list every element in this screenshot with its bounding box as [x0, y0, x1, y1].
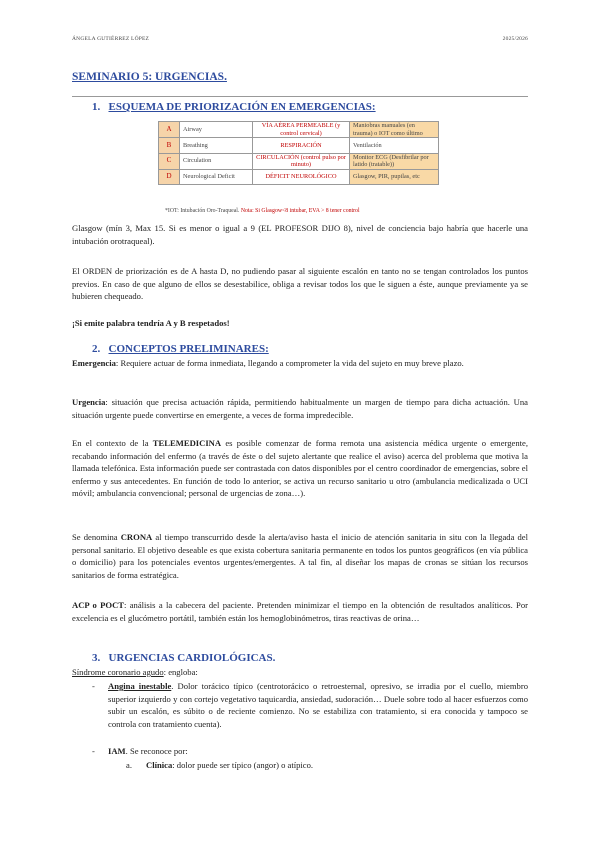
section-3-heading — [92, 652, 275, 664]
emergencia-paragraph — [72, 357, 528, 370]
crona-paragraph — [72, 531, 528, 581]
acp-term: ACP o POCT — [72, 600, 125, 610]
section-1-number: 1. — [92, 101, 101, 113]
row-letter: C — [159, 153, 180, 169]
row-right: Maniobras manuales (en trauma) o IOT como último — [350, 122, 439, 138]
section-2-number: 2. — [92, 343, 101, 355]
urgencia-term: Urgencia — [72, 397, 106, 407]
table-row — [159, 153, 439, 169]
telemedicina-prefix: En el contexto de la — [72, 438, 153, 448]
header-year: 2025/2026 — [502, 36, 528, 42]
bullet-dash: - — [92, 681, 95, 691]
emergencia-term: Emergencia — [72, 358, 116, 368]
bullet-dash: - — [92, 746, 95, 756]
table-row — [159, 122, 439, 138]
telemedicina-text: es posible comenzar de forma remota una asistencia médica urgente o emergente, recabando información del enfermo (a través de éste o del sujeto alertante que realice el aviso) acerca del problema que motiva la llamada telefónica. Esta información puede ser contrastada con datos disponibles por el centro coordinador de emergencias, sobre el enfermo y sus antecedentes. En función de todo lo anterior, se activa un recurso sanitario u otro (ambulancia medicalizada o UCI móvil; ambulancia convencional; personal de urgencias de zona…). — [72, 438, 528, 498]
sindrome-after: : engloba: — [163, 667, 198, 677]
angina-text: . Dolor torácico típico (centrotorácico o retroesternal, opresivo, se irradia por el cuello, miembro superior izquierdo y con cortejo vegetativo taquicardia, ansiedad, sudoración… Duele sobre todo al hacer esfuerzos como subir un escalón, es súbito o de reciente comienzo. No se estabiliza con tratamiento, si era conocida y tampoco se controla con tratamiento cuenta). — [108, 681, 528, 729]
urgencia-text: : situación que precisa actuación rápida, permitiendo habitualmente un margen de tiempo para dicha actuación. Una situación urgente puede convertirse en emergente, a veces de forma impredecible. — [72, 397, 528, 420]
telemedicina-term: TELEMEDICINA — [152, 438, 222, 448]
list-item — [108, 680, 528, 730]
row-letter: D — [159, 169, 180, 185]
table-row — [159, 138, 439, 154]
clinica-term: Clínica — [146, 760, 173, 770]
row-right: Ventilación — [350, 138, 439, 154]
crona-text: al tiempo transcurrido desde la alerta/aviso hasta el inicio de atención sanitaria in situ con la llegada del personal sanitario. El objetivo deseable es que exista cobertura sanitaria permanente en todos los puntos geográficos (en vía pública o domicilio) para los potenciales eventos urgentes/emergentes. A tal fin, al diseñar los mapas de cronas se sitúan los recursos sanitarios de forma estratégica. — [72, 532, 529, 580]
sub-list-item — [146, 759, 528, 772]
acp-paragraph — [72, 599, 528, 624]
table-note-iot: *IOT: Intubación Oro-Traqueal. — [165, 208, 240, 214]
urgencia-paragraph — [72, 396, 528, 421]
sub-item-letter: a. — [126, 760, 132, 770]
angina-term: Angina inestable — [108, 681, 172, 691]
row-right: Glasgow, PIR, pupilas, etc — [350, 169, 439, 185]
title-divider — [72, 96, 528, 97]
section-2-heading — [92, 343, 269, 355]
priority-table — [158, 121, 439, 185]
iam-text: . Se reconoce por: — [125, 746, 188, 756]
section-1-title: ESQUEMA DE PRIORIZACIÓN EN EMERGENCIAS: — [108, 101, 376, 113]
table-note — [165, 208, 360, 214]
crona-prefix: Se denomina — [72, 532, 121, 542]
table-row — [159, 169, 439, 185]
sindrome-line — [72, 666, 528, 679]
row-name: Airway — [180, 122, 253, 138]
glasgow-paragraph: Glasgow (mín 3, Max 15. Si es menor o igual a 9 (EL PROFESOR DIJO 8), nivel de conciencia bajo habría que hacerle una intubación orotraqueal). — [72, 223, 528, 246]
clinica-text: : dolor puede ser típico (angor) o atípico. — [172, 760, 314, 770]
emergencia-text: : Requiere actuar de forma inmediata, llegando a comprometer la vida del sujeto en muy breve plazo. — [115, 358, 464, 368]
section-2-title: CONCEPTOS PRELIMINARES: — [108, 343, 269, 355]
row-name: Breathing — [180, 138, 253, 154]
row-mid: RESPIRACIÓN — [253, 138, 350, 154]
crona-term: CRONA — [120, 532, 153, 542]
row-letter: A — [159, 122, 180, 138]
telemedicina-paragraph — [72, 437, 528, 500]
section-1-heading — [92, 101, 376, 113]
iam-term: IAM — [108, 746, 126, 756]
row-name: Neurological Deficit — [180, 169, 253, 185]
seminar-title: SEMINARIO 5: URGENCIAS. — [72, 71, 227, 83]
row-name: Circulation — [180, 153, 253, 169]
acp-text: : análisis a la cabecera del paciente. Pretenden minimizar el tiempo en la obtención de resultados analíticos. Por excelencia es el glucómetro portátil, también están los hemoglobinómetros, tiras reactivas de orina… — [72, 600, 528, 623]
row-mid: DÉFICIT NEUROLÓGICO — [253, 169, 350, 185]
row-right: Monitor ECG (Desfibrilar por latido (tratable)) — [350, 153, 439, 169]
order-paragraph: El ORDEN de priorización es de A hasta D, no pudiendo pasar al siguiente escalón en tanto no se tengan controlados los puntos previos. En caso de que alguno de ellos se desestabilice, obliga a revisar todos los que le siguen a éste, aunque previamente ya se hubieren chequeado. — [72, 266, 528, 301]
row-letter: B — [159, 138, 180, 154]
row-mid: VÍA AÉREA PERMEABLE (y control cervical) — [253, 122, 350, 138]
table-note-red: Nota: Si Glasgow<8 intubar, EVA > 8 tener control — [240, 208, 360, 214]
list-item — [108, 745, 528, 758]
section-3-number: 3. — [92, 652, 101, 664]
sindrome-label: Síndrome coronario agudo — [72, 667, 164, 677]
speech-note: ¡Si emite palabra tendría A y B respetados! — [72, 318, 230, 328]
row-mid: CIRCULACIÓN (control pulso por minuto) — [253, 153, 350, 169]
header-author: ÁNGELA GUTIÉRREZ LÓPEZ — [72, 36, 150, 42]
section-3-title: URGENCIAS CARDIOLÓGICAS. — [108, 652, 276, 664]
